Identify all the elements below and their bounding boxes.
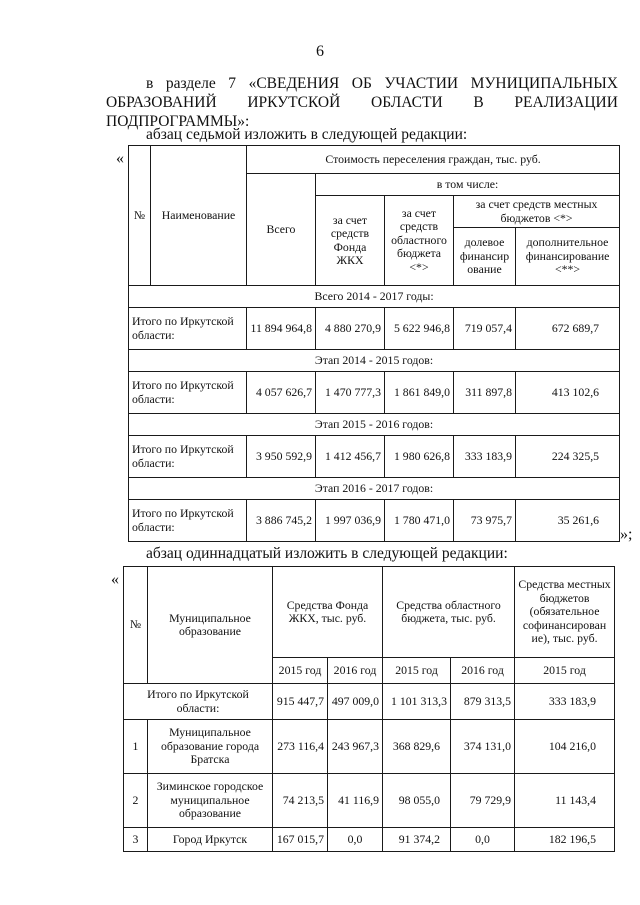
section-title: Этап 2014 - 2015 годов: bbox=[129, 350, 620, 372]
cell-region-2015: 98 055,0 bbox=[383, 774, 451, 828]
col-header-total: Всего bbox=[247, 174, 316, 286]
section-intro bbox=[106, 74, 618, 131]
cell-region: 5 622 946,8 bbox=[385, 308, 454, 350]
row-number: 1 bbox=[124, 720, 148, 774]
col-header-share: долевое финансир ование bbox=[454, 228, 516, 286]
col-header-fund: Средства Фонда ЖКХ, тыс. руб. bbox=[273, 567, 383, 658]
col-header-extra: дополнительное финансирование <**> bbox=[516, 228, 620, 286]
cell-fund-2016: 497 009,0 bbox=[328, 684, 383, 720]
cell-local-2015: 104 216,0 bbox=[515, 720, 615, 774]
row-name: Итого по Иркутской области: bbox=[129, 372, 247, 414]
col-header-name: Наименование bbox=[151, 146, 247, 286]
col-header-region: за счет средств областного бюджета <*> bbox=[385, 196, 454, 286]
cell-fund: 1 997 036,9 bbox=[316, 500, 385, 542]
row-number: 2 bbox=[124, 774, 148, 828]
cell-extra: 413 102,6 bbox=[516, 372, 620, 414]
section-title: Этап 2015 - 2016 годов: bbox=[129, 414, 620, 436]
row-municipality: Муниципальное образование города Братска bbox=[148, 720, 273, 774]
col-header-local: Средства местных бюджетов (обязательное софинансирован ие), тыс. руб. bbox=[515, 567, 615, 658]
cell-total: 4 057 626,7 bbox=[247, 372, 316, 414]
cell-local-2015: 333 183,9 bbox=[515, 684, 615, 720]
municipal-funding-table bbox=[123, 566, 615, 852]
cell-total: 3 950 592,9 bbox=[247, 436, 316, 478]
col-header-fund-2015: 2015 год bbox=[273, 658, 328, 684]
cell-region: 1 780 471,0 bbox=[385, 500, 454, 542]
col-header-including: в том числе: bbox=[316, 174, 620, 196]
col-header-municipality: Муниципальное образование bbox=[148, 567, 273, 684]
cell-fund-2016: 41 116,9 bbox=[328, 774, 383, 828]
cell-region-2016: 79 729,9 bbox=[451, 774, 515, 828]
resettlement-cost-table bbox=[128, 145, 620, 542]
cell-fund-2015: 167 015,7 bbox=[273, 828, 328, 852]
cell-extra: 672 689,7 bbox=[516, 308, 620, 350]
cell-fund-2015: 74 213,5 bbox=[273, 774, 328, 828]
col-header-number: № bbox=[129, 146, 151, 286]
cell-region-2015: 1 101 313,3 bbox=[383, 684, 451, 720]
cell-region-2015: 91 374,2 bbox=[383, 828, 451, 852]
col-header-local-2015: 2015 год bbox=[515, 658, 615, 684]
cell-extra: 35 261,6 bbox=[516, 500, 620, 542]
row-municipality: Зиминское городское муниципальное образование bbox=[148, 774, 273, 828]
col-header-cost: Стоимость переселения граждан, тыс. руб. bbox=[247, 146, 620, 174]
cell-region: 1 861 849,0 bbox=[385, 372, 454, 414]
cell-fund-2016: 243 967,3 bbox=[328, 720, 383, 774]
paragraph-seventh-heading: абзац седьмой изложить в следующей редакции: bbox=[146, 126, 468, 143]
cell-total: 11 894 964,8 bbox=[247, 308, 316, 350]
cell-region-2016: 879 313,5 bbox=[451, 684, 515, 720]
cell-fund: 4 880 270,9 bbox=[316, 308, 385, 350]
row-municipality: Город Иркутск bbox=[148, 828, 273, 852]
cell-region-2016: 0,0 bbox=[451, 828, 515, 852]
cell-fund: 1 412 456,7 bbox=[316, 436, 385, 478]
intro-line-3: ПОДПРОГРАММЫ»: bbox=[106, 113, 250, 130]
cell-share: 73 975,7 bbox=[454, 500, 516, 542]
cell-extra: 224 325,5 bbox=[516, 436, 620, 478]
cell-share: 333 183,9 bbox=[454, 436, 516, 478]
section-title: Этап 2016 - 2017 годов: bbox=[129, 478, 620, 500]
paragraph-eleventh-heading: абзац одиннадцатый изложить в следующей редакции: bbox=[146, 545, 508, 562]
row-number: 3 bbox=[124, 828, 148, 852]
cell-fund-2015: 273 116,4 bbox=[273, 720, 328, 774]
col-header-fund-2016: 2016 год bbox=[328, 658, 383, 684]
intro-line-1: в разделе 7 «СВЕДЕНИЯ ОБ УЧАСТИИ МУНИЦИПАЛЬНЫХ bbox=[146, 75, 618, 92]
cell-total: 3 886 745,2 bbox=[247, 500, 316, 542]
cell-region-2015: 368 829,6 bbox=[383, 720, 451, 774]
open-quote-2: « bbox=[111, 571, 119, 588]
row-name: Итого по Иркутской области: bbox=[129, 436, 247, 478]
close-quote-1: »; bbox=[620, 526, 633, 543]
cell-share: 311 897,8 bbox=[454, 372, 516, 414]
intro-line-2: ОБРАЗОВАНИЙ ИРКУТСКОЙ ОБЛАСТИ В РЕАЛИЗАЦИИ bbox=[106, 94, 618, 111]
section-title: Всего 2014 - 2017 годы: bbox=[129, 286, 620, 308]
row-name: Итого по Иркутской области: bbox=[129, 500, 247, 542]
cell-local-2015: 11 143,4 bbox=[515, 774, 615, 828]
cell-region: 1 980 626,8 bbox=[385, 436, 454, 478]
col-header-region: Средства областного бюджета, тыс. руб. bbox=[383, 567, 515, 658]
cell-share: 719 057,4 bbox=[454, 308, 516, 350]
cell-fund: 1 470 777,3 bbox=[316, 372, 385, 414]
col-header-fund: за счет средств Фонда ЖКХ bbox=[316, 196, 385, 286]
cell-fund-2015: 915 447,7 bbox=[273, 684, 328, 720]
col-header-number: № bbox=[124, 567, 148, 684]
col-header-region-2016: 2016 год bbox=[451, 658, 515, 684]
cell-fund-2016: 0,0 bbox=[328, 828, 383, 852]
row-name: Итого по Иркутской области: bbox=[129, 308, 247, 350]
row-total-name: Итого по Иркутской области: bbox=[124, 684, 273, 720]
col-header-local: за счет средств местных бюджетов <*> bbox=[454, 196, 620, 228]
page-number: 6 bbox=[316, 43, 324, 60]
open-quote-1: « bbox=[116, 150, 124, 167]
cell-region-2016: 374 131,0 bbox=[451, 720, 515, 774]
col-header-region-2015: 2015 год bbox=[383, 658, 451, 684]
cell-local-2015: 182 196,5 bbox=[515, 828, 615, 852]
